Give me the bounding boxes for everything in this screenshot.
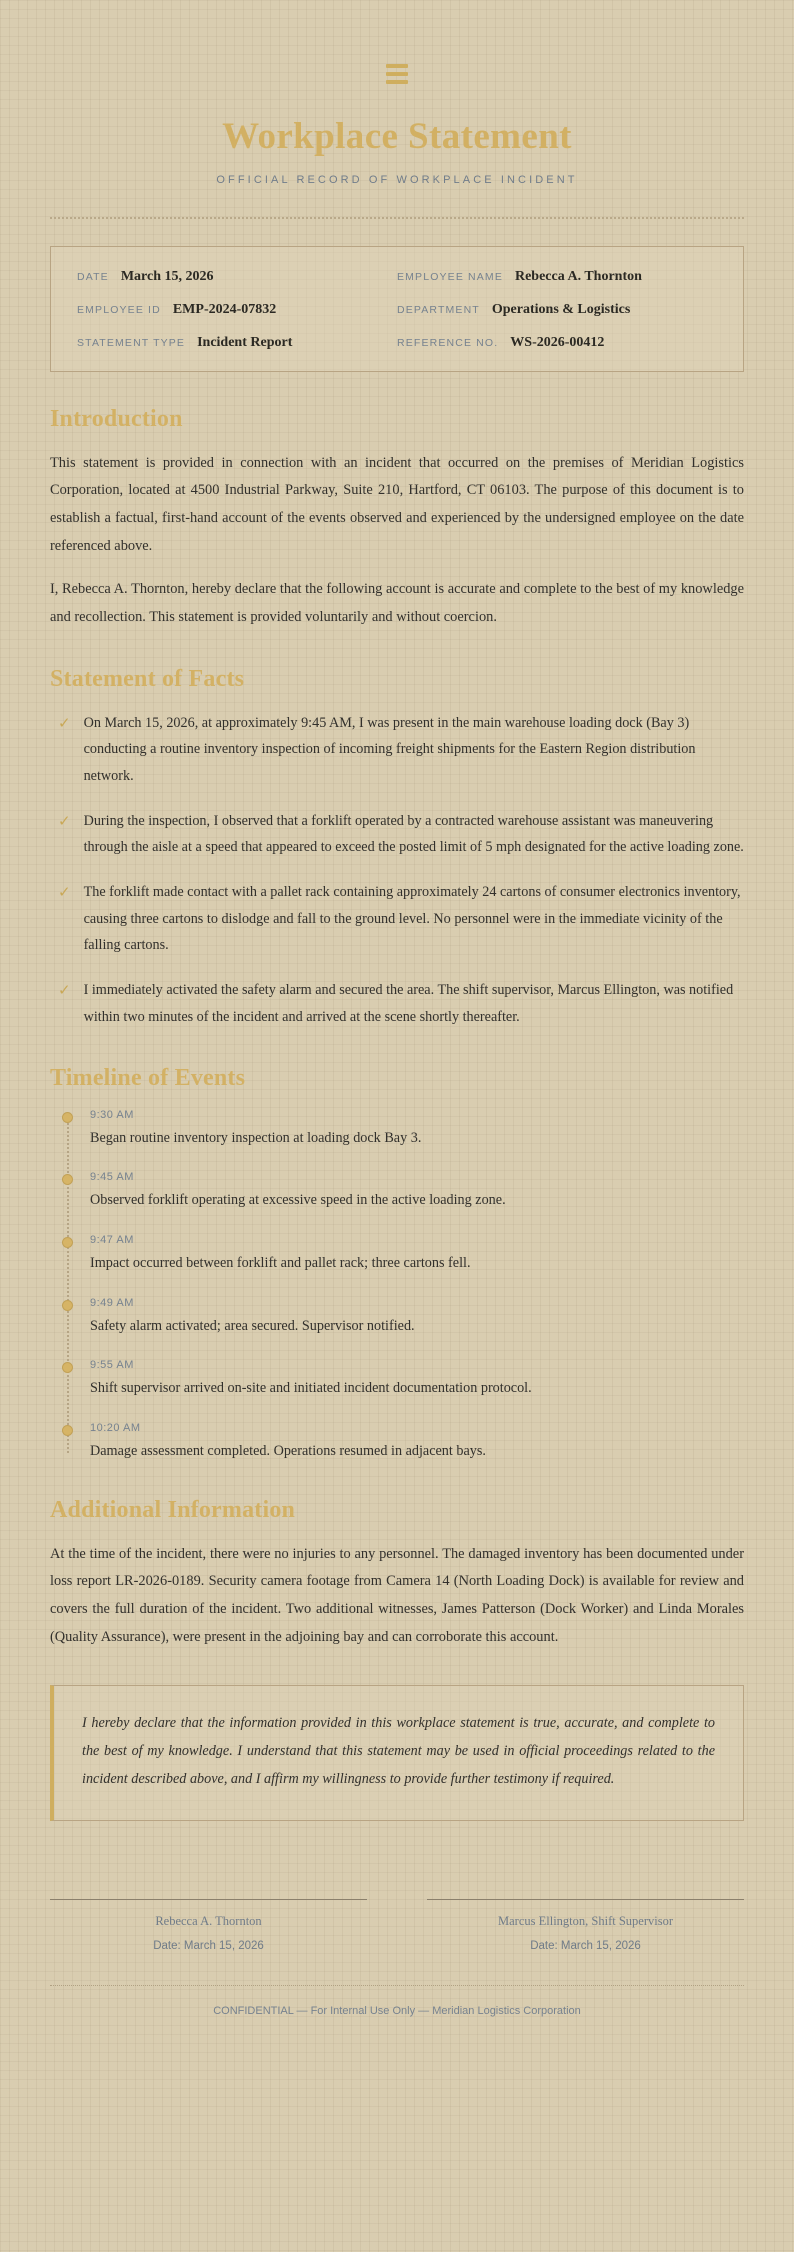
timeline-dot-icon — [62, 1174, 73, 1185]
fact-text: On March 15, 2026, at approximately 9:45 AM, I was present in the main warehouse loading dock (Bay 3) conducting a routine inventory inspection of incoming freight shipments for the Eastern Region distribution network. — [83, 714, 696, 784]
signature-line — [427, 1899, 744, 1900]
footer-confidentiality-notice: CONFIDENTIAL — For Internal Use Only — Meridian Logistics Corporation — [213, 2004, 581, 2017]
timeline-dot-icon — [62, 1425, 73, 1436]
timeline-description: Observed forklift operating at excessive speed in the active loading zone. — [90, 1192, 506, 1209]
header-divider — [50, 217, 744, 219]
document-header — [50, 0, 744, 219]
timeline-item — [90, 1422, 744, 1463]
signature-date: Date: March 15, 2026 — [530, 1939, 641, 1952]
metadata-label: REFERENCE NO. — [397, 336, 499, 349]
timeline-item — [90, 1359, 744, 1400]
section-heading: Statement of Facts — [50, 665, 245, 692]
declaration-box — [50, 1685, 744, 1820]
metadata-label: EMPLOYEE NAME — [397, 270, 503, 283]
timeline-time: 9:55 AM — [90, 1359, 134, 1372]
timeline-dot-icon — [62, 1300, 73, 1311]
timeline-item — [90, 1109, 744, 1150]
signature-section — [50, 1899, 744, 1952]
timeline-dot-icon — [62, 1112, 73, 1123]
section-statement-of-facts — [50, 666, 744, 1031]
hamburger-line-1 — [386, 64, 408, 68]
timeline-dot-icon — [62, 1237, 73, 1248]
metadata-value: WS-2026-00412 — [510, 334, 605, 350]
timeline-description: Shift supervisor arrived on-site and initiated incident documentation protocol. — [90, 1380, 532, 1397]
hamburger-lines-icon — [386, 64, 408, 84]
metadata-row-department — [397, 302, 717, 318]
metadata-value: Incident Report — [197, 334, 293, 350]
signature-block-supervisor — [427, 1899, 744, 1952]
timeline-description: Damage assessment completed. Operations resumed in adjacent bays. — [90, 1443, 486, 1460]
timeline-description: Impact occurred between forklift and pallet rack; three cartons fell. — [90, 1254, 471, 1271]
metadata-value: Operations & Logistics — [491, 301, 631, 317]
hamburger-line-2 — [386, 72, 408, 76]
hamburger-line-3 — [386, 80, 408, 84]
timeline-list — [62, 1109, 744, 1463]
check-icon: ✓ — [58, 883, 71, 902]
signature-line — [50, 1899, 367, 1900]
check-icon: ✓ — [58, 713, 71, 732]
section-timeline — [50, 1065, 744, 1463]
metadata-value: March 15, 2026 — [120, 268, 214, 284]
metadata-card — [50, 246, 744, 372]
timeline-description: Safety alarm activated; area secured. Supervisor notified. — [90, 1317, 415, 1334]
section-heading: Introduction — [50, 405, 183, 432]
page-subtitle: OFFICIAL RECORD OF WORKPLACE INCIDENT — [216, 173, 578, 186]
signature-date: Date: March 15, 2026 — [153, 1939, 264, 1952]
metadata-row-statement-type — [77, 335, 397, 351]
page-title: Workplace Statement — [222, 116, 572, 157]
fact-text: The forklift made contact with a pallet rack containing approximately 24 cartons of consumer electronics inventory, causing three cartons to dislodge and fall to the ground level. No personnel were in the immediate vicinity of the falling cartons. — [83, 884, 741, 954]
metadata-value: Rebecca A. Thornton — [514, 268, 642, 284]
list-item — [50, 977, 744, 1030]
timeline-item — [90, 1297, 744, 1338]
timeline-description: Began routine inventory inspection at loading dock Bay 3. — [90, 1129, 422, 1146]
fact-text: During the inspection, I observed that a forklift operated by a contracted warehouse assistant was maneuvering through the aisle at a speed that appeared to exceed the posted limit of 5 mph designated for the active loading zone. — [83, 812, 744, 856]
metadata-label: STATEMENT TYPE — [77, 336, 186, 349]
metadata-row-employee-id — [77, 302, 397, 318]
section-introduction — [50, 406, 744, 632]
intro-paragraph-1: This statement is provided in connection with an incident that occurred on the premises of Meridian Logistics Corporation, located at 4500 Industrial Parkway, Suite 210, Hartford, CT 06103. The purpose of this document is to establish a factual, first-hand account of the events observed and experienced by the undersigned employee on the date referenced above. — [50, 454, 744, 554]
fact-text: I immediately activated the safety alarm and secured the area. The shift supervisor, Marcus Ellington, was notified within two minutes of the incident and arrived at the scene shortly thereafter. — [83, 982, 734, 1025]
timeline-time: 9:30 AM — [90, 1108, 134, 1121]
additional-info-paragraph: At the time of the incident, there were no injuries to any personnel. The damaged inventory has been documented under loss report LR-2026-0189. Security camera footage from Camera 14 (North Loading Dock) is available for review and covers the full duration of the incident. Two additional witnesses, James Patterson (Dock Worker) and Linda Morales (Quality Assurance), were present in the adjoining bay and can corroborate this account. — [50, 1545, 744, 1645]
metadata-label: DATE — [77, 270, 109, 283]
timeline-time: 9:47 AM — [90, 1233, 134, 1246]
check-icon: ✓ — [58, 811, 71, 830]
metadata-value: EMP-2024-07832 — [172, 301, 277, 317]
list-item — [50, 879, 744, 959]
signature-name: Rebecca A. Thornton — [155, 1913, 262, 1928]
signature-name: Marcus Ellington, Shift Supervisor — [498, 1913, 673, 1928]
facts-list — [50, 710, 744, 1031]
timeline-time: 9:49 AM — [90, 1296, 134, 1309]
signature-block-employee — [50, 1899, 367, 1952]
timeline-dot-icon — [62, 1362, 73, 1373]
metadata-row-employee-name — [397, 269, 717, 285]
section-additional-information — [50, 1497, 744, 1652]
check-icon: ✓ — [58, 981, 71, 1000]
list-item — [50, 808, 744, 861]
metadata-label: DEPARTMENT — [397, 303, 480, 316]
section-heading: Additional Information — [50, 1496, 296, 1523]
timeline-item — [90, 1171, 744, 1212]
list-item — [50, 710, 744, 790]
footer-divider — [50, 1985, 744, 1986]
section-heading: Timeline of Events — [50, 1064, 246, 1091]
metadata-column-left — [77, 269, 397, 351]
metadata-row-reference-no — [397, 335, 717, 351]
metadata-row-date — [77, 269, 397, 285]
intro-paragraph-2: I, Rebecca A. Thornton, hereby declare that the following account is accurate and complete to the best of my knowledge and recollection. This statement is provided voluntarily and without coercion. — [50, 581, 744, 625]
metadata-label: EMPLOYEE ID — [77, 303, 161, 316]
metadata-column-right — [397, 269, 717, 351]
timeline-time: 9:45 AM — [90, 1171, 134, 1184]
timeline-time: 10:20 AM — [90, 1422, 141, 1435]
timeline-item — [90, 1234, 744, 1275]
declaration-text: I hereby declare that the information provided in this workplace statement is true, accurate, and complete to the best of my knowledge. I understand that this statement may be used in official proceedings related to the incident described above, and I affirm my willingness to provide further testimony if required. — [82, 1715, 715, 1787]
